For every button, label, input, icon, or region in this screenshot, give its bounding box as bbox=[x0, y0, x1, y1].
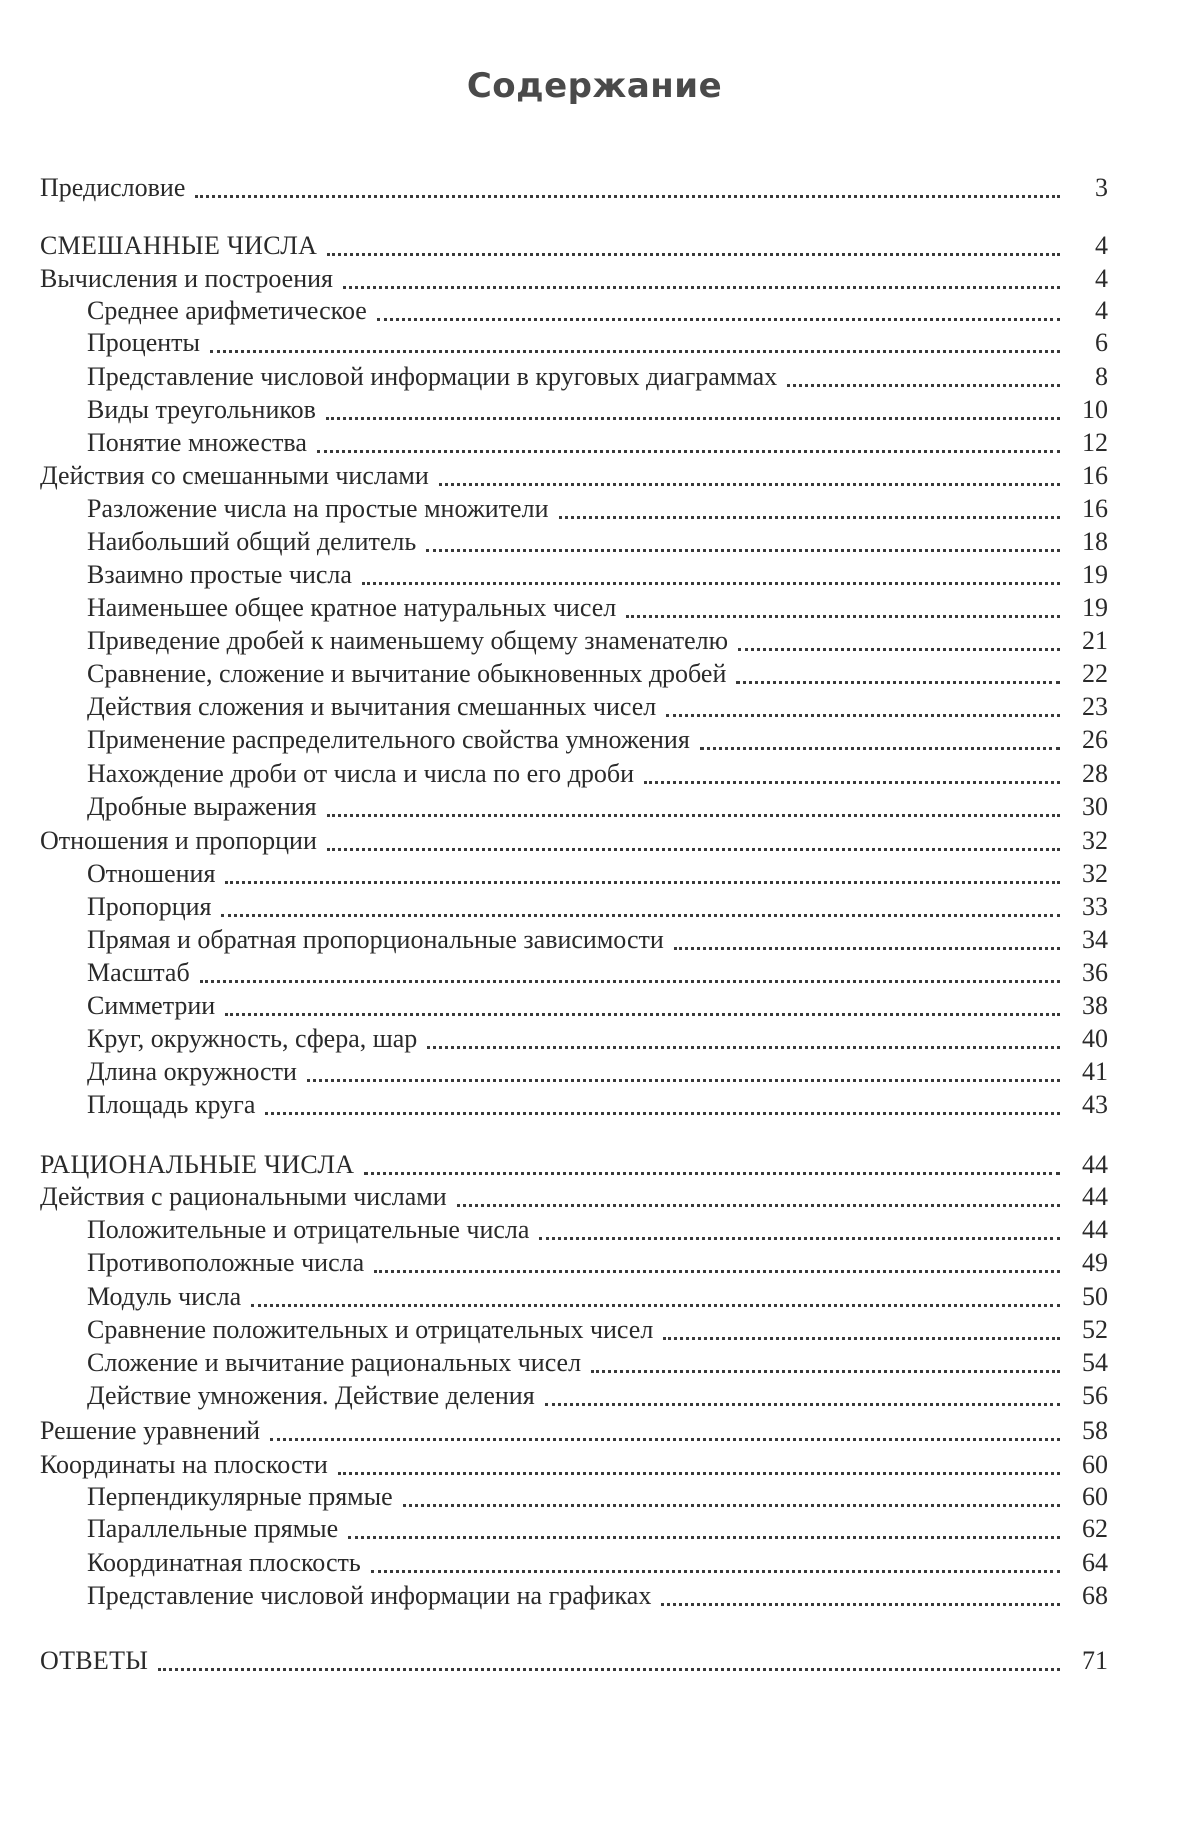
dot-leader bbox=[327, 253, 1060, 256]
toc-chapter-entry bbox=[40, 263, 1108, 295]
toc-page-number: 60 bbox=[1082, 1450, 1108, 1479]
dot-leader bbox=[225, 881, 1060, 884]
toc-section-entry bbox=[87, 990, 1108, 1022]
toc-page-number: 26 bbox=[1082, 725, 1108, 754]
toc-entry-title: Сравнение, сложение и вычитание обыкновенных дробей bbox=[87, 659, 727, 688]
toc-page-number: 60 bbox=[1082, 1482, 1108, 1511]
toc-section-entry bbox=[87, 493, 1108, 525]
dot-leader bbox=[403, 1504, 1060, 1507]
toc-page-number: 54 bbox=[1082, 1348, 1108, 1377]
toc-page-number: 6 bbox=[1095, 328, 1108, 357]
toc-section-entry bbox=[87, 1481, 1108, 1513]
toc-section-entry bbox=[87, 1513, 1108, 1545]
toc-entry-title: Виды треугольников bbox=[87, 395, 316, 424]
toc-entry-title: Приведение дробей к наименьшему общему знаменателю bbox=[87, 626, 729, 655]
toc-section-entry bbox=[87, 957, 1108, 989]
toc-entry-title: РАЦИОНАЛЬНЫЕ ЧИСЛА bbox=[40, 1150, 355, 1179]
toc-page-number: 21 bbox=[1082, 626, 1108, 655]
toc-entry-title: Прямая и обратная пропорциональные зависимости bbox=[87, 925, 664, 954]
dot-leader bbox=[666, 714, 1060, 717]
toc-page-number: 56 bbox=[1082, 1381, 1108, 1410]
toc-page-number: 52 bbox=[1082, 1315, 1108, 1344]
toc-section-entry bbox=[87, 791, 1108, 823]
dot-leader bbox=[343, 286, 1060, 289]
dot-leader bbox=[377, 318, 1060, 321]
toc-section-entry bbox=[87, 891, 1108, 923]
toc-page-number: 23 bbox=[1082, 692, 1108, 721]
toc-page-number: 58 bbox=[1082, 1416, 1108, 1445]
toc-section-entry bbox=[87, 1089, 1108, 1121]
toc-entry-title: Длина окружности bbox=[87, 1057, 297, 1086]
toc-entry-title: Наибольший общий делитель bbox=[87, 527, 417, 556]
toc-entry-title: ОТВЕТЫ bbox=[40, 1646, 149, 1675]
toc-page-number: 68 bbox=[1082, 1581, 1108, 1610]
toc-entry-title: Действие умножения. Действие деления bbox=[87, 1381, 535, 1410]
toc-section-entry bbox=[87, 1056, 1108, 1088]
dot-leader bbox=[265, 1112, 1060, 1115]
toc-page-number: 62 bbox=[1082, 1514, 1108, 1543]
toc-entry-title: Взаимно простые числа bbox=[87, 560, 352, 589]
dot-leader bbox=[539, 1237, 1060, 1240]
dot-leader bbox=[626, 615, 1060, 618]
toc-entry-title: Решение уравнений bbox=[40, 1416, 261, 1445]
toc-page-number: 43 bbox=[1082, 1090, 1108, 1119]
toc-section-entry bbox=[87, 427, 1108, 459]
dot-leader bbox=[644, 781, 1060, 784]
toc-entry-title: Сложение и вычитание рациональных чисел bbox=[87, 1348, 582, 1377]
toc-entry-title: Представление числовой информации в круговых диаграммах bbox=[87, 362, 778, 391]
toc-page-number: 41 bbox=[1082, 1057, 1108, 1086]
toc-section-entry bbox=[87, 1314, 1108, 1346]
toc-section-entry bbox=[87, 758, 1108, 790]
toc-entry-title: Круг, окружность, сфера, шар bbox=[87, 1024, 418, 1053]
dot-leader bbox=[591, 1370, 1060, 1373]
toc-section-entry bbox=[87, 924, 1108, 956]
toc-page-number: 49 bbox=[1082, 1248, 1108, 1277]
toc-page-number: 4 bbox=[1095, 296, 1108, 325]
dot-leader bbox=[195, 195, 1060, 198]
toc-entry-title: Действия с рациональными числами bbox=[40, 1182, 447, 1211]
toc-section-entry bbox=[87, 1281, 1108, 1313]
dot-leader bbox=[210, 350, 1060, 353]
toc-part-entry bbox=[40, 1645, 1108, 1677]
dot-leader bbox=[457, 1204, 1060, 1207]
toc-page-number: 8 bbox=[1095, 362, 1108, 391]
toc-part-entry bbox=[40, 1149, 1108, 1181]
toc-entry-title: Среднее арифметическое bbox=[87, 296, 367, 325]
toc-entry-title: Отношения и пропорции bbox=[40, 826, 317, 855]
dot-leader bbox=[661, 1603, 1060, 1606]
dot-leader bbox=[200, 980, 1060, 983]
dot-leader bbox=[327, 814, 1060, 817]
toc-page-number: 32 bbox=[1082, 859, 1108, 888]
toc-entry-title: Площадь круга bbox=[87, 1090, 256, 1119]
toc-page-number: 18 bbox=[1082, 527, 1108, 556]
dot-leader bbox=[225, 1013, 1060, 1016]
toc-section-entry bbox=[87, 361, 1108, 393]
toc-entry-title: Модуль числа bbox=[87, 1282, 242, 1311]
dot-leader bbox=[338, 1472, 1060, 1475]
toc-page-number: 44 bbox=[1082, 1182, 1108, 1211]
dot-leader bbox=[559, 516, 1061, 519]
toc-page-number: 4 bbox=[1095, 264, 1108, 293]
toc-entry-title: Координаты на плоскости bbox=[40, 1450, 328, 1479]
toc-entry-title: СМЕШАННЫЕ ЧИСЛА bbox=[40, 231, 318, 260]
dot-leader bbox=[362, 582, 1060, 585]
toc-section-entry bbox=[87, 592, 1108, 624]
toc-chapter-entry bbox=[40, 460, 1108, 492]
toc-section-entry bbox=[87, 658, 1108, 690]
toc-page-number: 50 bbox=[1082, 1282, 1108, 1311]
toc-chapter-entry bbox=[40, 172, 1108, 204]
toc-page-number: 16 bbox=[1082, 461, 1108, 490]
dot-leader bbox=[545, 1403, 1060, 1406]
dot-leader bbox=[251, 1304, 1060, 1307]
toc-page-number: 30 bbox=[1082, 792, 1108, 821]
dot-leader bbox=[700, 747, 1060, 750]
dot-leader bbox=[427, 1046, 1060, 1049]
toc-page-number: 32 bbox=[1082, 826, 1108, 855]
toc-entry-title: Применение распределительного свойства умножения bbox=[87, 725, 690, 754]
toc-entry-title: Координатная плоскость bbox=[87, 1548, 361, 1577]
dot-leader bbox=[374, 1270, 1060, 1273]
toc-page-number: 33 bbox=[1082, 892, 1108, 921]
toc-page-number: 10 bbox=[1082, 395, 1108, 424]
toc-chapter-entry bbox=[40, 1181, 1108, 1213]
toc-entry-title: Сравнение положительных и отрицательных чисел bbox=[87, 1315, 654, 1344]
toc-entry-title: Предисловие bbox=[40, 173, 186, 202]
toc-section-entry bbox=[87, 559, 1108, 591]
toc-section-entry bbox=[87, 394, 1108, 426]
dot-leader bbox=[787, 384, 1060, 387]
dot-leader bbox=[326, 417, 1060, 420]
toc-entry-title: Перпендикулярные прямые bbox=[87, 1482, 393, 1511]
toc-section-entry bbox=[87, 327, 1108, 359]
toc-page-number: 64 bbox=[1082, 1548, 1108, 1577]
toc-page-number: 3 bbox=[1095, 173, 1108, 202]
toc-section-entry bbox=[87, 295, 1108, 327]
dot-leader bbox=[221, 914, 1060, 917]
dot-leader bbox=[736, 681, 1060, 684]
toc-chapter-entry bbox=[40, 825, 1108, 857]
dot-leader bbox=[663, 1337, 1060, 1340]
toc-page-number: 40 bbox=[1082, 1024, 1108, 1053]
toc-page-number: 38 bbox=[1082, 991, 1108, 1020]
toc-entry-title: Масштаб bbox=[87, 958, 190, 987]
dot-leader bbox=[327, 848, 1060, 851]
toc-entry-title: Представление числовой информации на графиках bbox=[87, 1581, 652, 1610]
dot-leader bbox=[307, 1079, 1060, 1082]
dot-leader bbox=[371, 1570, 1060, 1573]
toc-page-number: 71 bbox=[1082, 1646, 1108, 1675]
toc-section-entry bbox=[87, 1247, 1108, 1279]
toc-entry-title: Проценты bbox=[87, 328, 200, 357]
toc-entry-title: Положительные и отрицательные числа bbox=[87, 1215, 530, 1244]
toc-entry-title: Дробные выражения bbox=[87, 792, 317, 821]
toc-part-entry bbox=[40, 230, 1108, 262]
toc-page-number: 19 bbox=[1082, 560, 1108, 589]
toc-entry-title: Понятие множества bbox=[87, 428, 307, 457]
toc-page-number: 16 bbox=[1082, 494, 1108, 523]
toc-section-entry bbox=[87, 1380, 1108, 1412]
dot-leader bbox=[426, 549, 1060, 552]
toc-page-number: 44 bbox=[1082, 1150, 1108, 1179]
toc-section-entry bbox=[87, 1347, 1108, 1379]
toc-page-number: 34 bbox=[1082, 925, 1108, 954]
toc-section-entry bbox=[87, 1023, 1108, 1055]
toc-chapter-entry bbox=[40, 1415, 1108, 1447]
toc-page-number: 22 bbox=[1082, 659, 1108, 688]
toc-section-entry bbox=[87, 625, 1108, 657]
toc-entry-title: Нахождение дроби от числа и числа по его дроби bbox=[87, 759, 635, 788]
toc-page-number: 44 bbox=[1082, 1215, 1108, 1244]
toc-section-entry bbox=[87, 724, 1108, 756]
toc-entry-title: Параллельные прямые bbox=[87, 1514, 339, 1543]
toc-page-number: 4 bbox=[1095, 231, 1108, 260]
toc-section-entry bbox=[87, 1547, 1108, 1579]
toc-section-entry bbox=[87, 526, 1108, 558]
toc-entry-title: Отношения bbox=[87, 859, 216, 888]
toc-page-number: 28 bbox=[1082, 759, 1108, 788]
toc-entry-title: Вычисления и построения bbox=[40, 264, 333, 293]
dot-leader bbox=[348, 1536, 1060, 1539]
toc-page-number: 12 bbox=[1082, 428, 1108, 457]
dot-leader bbox=[738, 648, 1060, 651]
toc-entry-title: Симметрии bbox=[87, 991, 216, 1020]
dot-leader bbox=[364, 1172, 1060, 1175]
dot-leader bbox=[439, 483, 1060, 486]
toc-chapter-entry bbox=[40, 1449, 1108, 1481]
toc-entry-title: Действия сложения и вычитания смешанных чисел bbox=[87, 692, 657, 721]
page-title: Содержание bbox=[466, 66, 723, 106]
dot-leader bbox=[270, 1438, 1060, 1441]
dot-leader bbox=[158, 1668, 1060, 1671]
toc-section-entry bbox=[87, 1580, 1108, 1612]
toc-entry-title: Пропорция bbox=[87, 892, 212, 921]
toc-page-number: 36 bbox=[1082, 958, 1108, 987]
toc-page-number: 19 bbox=[1082, 593, 1108, 622]
toc-entry-title: Наименьшее общее кратное натуральных чисел bbox=[87, 593, 617, 622]
toc-entry-title: Разложение числа на простые множители bbox=[87, 494, 549, 523]
toc-section-entry bbox=[87, 691, 1108, 723]
toc-section-entry bbox=[87, 858, 1108, 890]
dot-leader bbox=[674, 947, 1060, 950]
dot-leader bbox=[317, 450, 1060, 453]
toc-entry-title: Противоположные числа bbox=[87, 1248, 365, 1277]
toc-entry-title: Действия со смешанными числами bbox=[40, 461, 429, 490]
toc-section-entry bbox=[87, 1214, 1108, 1246]
